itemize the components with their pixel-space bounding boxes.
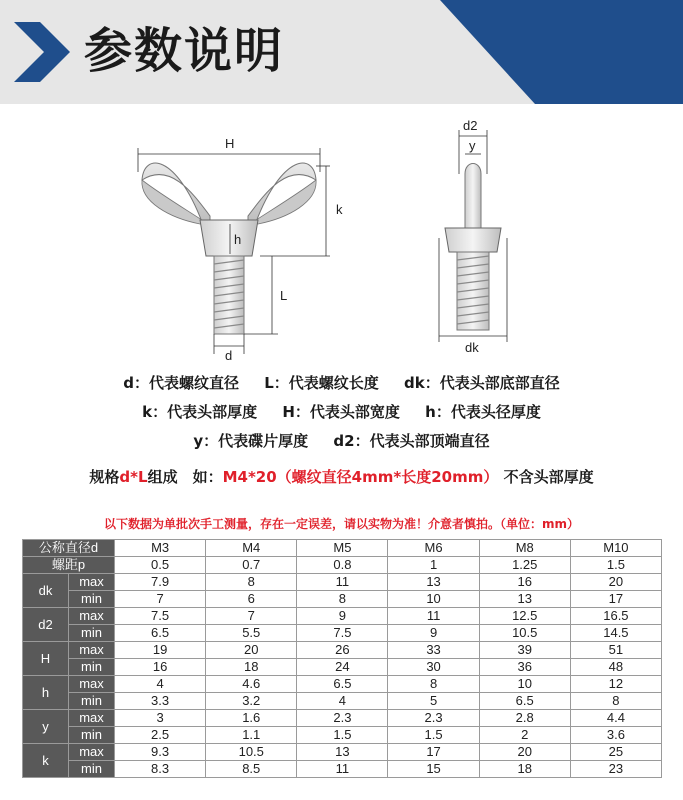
value-cell: 4.4 (570, 710, 661, 727)
size-cell: M6 (388, 540, 479, 557)
spec-example: M4*20（螺纹直径4mm*长度20mm） (222, 468, 499, 486)
legend-item: d：代表螺纹直径 (123, 374, 239, 392)
value-cell: 48 (570, 659, 661, 676)
legend-line-1 (0, 372, 683, 393)
label-d: d (225, 348, 233, 362)
value-cell: 8 (388, 676, 479, 693)
value-cell: 18 (479, 761, 570, 778)
group-label-cell: k (23, 744, 69, 778)
value-cell: 18 (206, 659, 297, 676)
value-cell: 11 (297, 761, 388, 778)
sub-label-cell: min (69, 659, 115, 676)
value-cell: 7.9 (115, 574, 206, 591)
label-H: H (225, 136, 235, 151)
table-row (23, 727, 662, 744)
value-cell: 1.5 (297, 727, 388, 744)
table-row (23, 676, 662, 693)
header-label-cell: 公称直径d (23, 540, 115, 557)
label-h: h (234, 232, 242, 247)
value-cell: 10 (479, 676, 570, 693)
value-cell: 10.5 (206, 744, 297, 761)
value-cell: 25 (570, 744, 661, 761)
value-cell: 13 (388, 574, 479, 591)
pitch-cell: 1.25 (479, 557, 570, 574)
value-cell: 8 (570, 693, 661, 710)
value-cell: 8 (206, 574, 297, 591)
value-cell: 23 (570, 761, 661, 778)
value-cell: 16 (115, 659, 206, 676)
value-cell: 4.6 (206, 676, 297, 693)
table-row (23, 557, 662, 574)
value-cell: 51 (570, 642, 661, 659)
legend-line-2 (0, 401, 683, 422)
value-cell: 30 (388, 659, 479, 676)
value-cell: 6.5 (297, 676, 388, 693)
label-y: y (469, 138, 476, 153)
value-cell: 26 (297, 642, 388, 659)
value-cell: 2 (479, 727, 570, 744)
value-cell: 11 (297, 574, 388, 591)
value-cell: 17 (388, 744, 479, 761)
sub-label-cell: min (69, 591, 115, 608)
table-row (23, 625, 662, 642)
value-cell: 13 (297, 744, 388, 761)
value-cell: 14.5 (570, 625, 661, 642)
pitch-label-cell: 螺距p (23, 557, 115, 574)
value-cell: 6.5 (115, 625, 206, 642)
sub-label-cell: max (69, 676, 115, 693)
value-cell: 7 (115, 591, 206, 608)
value-cell: 9.3 (115, 744, 206, 761)
value-cell: 24 (297, 659, 388, 676)
label-k: k (336, 202, 343, 217)
page-title: 参数说明 (84, 23, 285, 79)
table-header-row (23, 540, 662, 557)
group-label-cell: y (23, 710, 69, 744)
group-label-cell: dk (23, 574, 69, 608)
value-cell: 10 (388, 591, 479, 608)
pitch-cell: 1 (388, 557, 479, 574)
value-cell: 9 (297, 608, 388, 625)
legend-item: H：代表头部宽度 (282, 403, 400, 421)
pitch-cell: 0.7 (206, 557, 297, 574)
value-cell: 1.5 (388, 727, 479, 744)
legend-line-3 (0, 430, 683, 451)
measurement-note: 以下数据为单批次手工测量，存在一定误差，请以实物为准！介意者慎拍。（单位：mm） (103, 517, 579, 531)
value-cell: 1.1 (206, 727, 297, 744)
side-view-diagram (425, 118, 525, 358)
value-cell: 8 (297, 591, 388, 608)
value-cell: 6.5 (479, 693, 570, 710)
value-cell: 5.5 (206, 625, 297, 642)
value-cell: 7 (206, 608, 297, 625)
value-cell: 3 (115, 710, 206, 727)
group-label-cell: h (23, 676, 69, 710)
spec-table (22, 539, 662, 778)
value-cell: 2.5 (115, 727, 206, 744)
value-cell: 7.5 (115, 608, 206, 625)
value-cell: 16.5 (570, 608, 661, 625)
label-L: L (280, 288, 288, 303)
table-row (23, 659, 662, 676)
table-row (23, 608, 662, 625)
group-label-cell: H (23, 642, 69, 676)
value-cell: 19 (115, 642, 206, 659)
sub-label-cell: max (69, 608, 115, 625)
pitch-cell: 1.5 (570, 557, 661, 574)
chevron-right-icon (14, 22, 76, 82)
label-d2: d2 (463, 118, 478, 133)
value-cell: 4 (297, 693, 388, 710)
spec-suffix: 不含头部厚度 (503, 468, 594, 486)
value-cell: 39 (479, 642, 570, 659)
value-cell: 33 (388, 642, 479, 659)
value-cell: 2.8 (479, 710, 570, 727)
spec-mid: 组成 如： (147, 468, 223, 486)
sub-label-cell: max (69, 574, 115, 591)
value-cell: 9 (388, 625, 479, 642)
value-cell: 4 (115, 676, 206, 693)
value-cell: 8.5 (206, 761, 297, 778)
value-cell: 17 (570, 591, 661, 608)
size-cell: M4 (206, 540, 297, 557)
sub-label-cell: min (69, 761, 115, 778)
size-cell: M5 (297, 540, 388, 557)
value-cell: 11 (388, 608, 479, 625)
legend-item: y：代表碟片厚度 (193, 432, 309, 450)
sub-label-cell: max (69, 744, 115, 761)
pitch-cell: 0.8 (297, 557, 388, 574)
table-row (23, 591, 662, 608)
value-cell: 2.3 (388, 710, 479, 727)
legend-item: h：代表头径厚度 (425, 403, 541, 421)
value-cell: 8.3 (115, 761, 206, 778)
sub-label-cell: min (69, 693, 115, 710)
group-label-cell: d2 (23, 608, 69, 642)
legend-item: k：代表头部厚度 (142, 403, 258, 421)
table-row (23, 744, 662, 761)
value-cell: 2.3 (297, 710, 388, 727)
value-cell: 20 (570, 574, 661, 591)
table-row (23, 574, 662, 591)
front-view-diagram (130, 132, 360, 362)
value-cell: 36 (479, 659, 570, 676)
table-row (23, 693, 662, 710)
value-cell: 20 (206, 642, 297, 659)
size-cell: M10 (570, 540, 661, 557)
value-cell: 10.5 (479, 625, 570, 642)
size-cell: M8 (479, 540, 570, 557)
legend-item: d2：代表头部顶端直径 (333, 432, 490, 450)
value-cell: 3.6 (570, 727, 661, 744)
sub-label-cell: max (69, 710, 115, 727)
header-banner (0, 0, 683, 104)
legend-item: L：代表螺纹长度 (264, 374, 379, 392)
value-cell: 16 (479, 574, 570, 591)
pitch-cell: 0.5 (115, 557, 206, 574)
value-cell: 5 (388, 693, 479, 710)
legend-item: dk：代表头部底部直径 (404, 374, 560, 392)
sub-label-cell: max (69, 642, 115, 659)
size-cell: M3 (115, 540, 206, 557)
table-row (23, 710, 662, 727)
label-dk: dk (465, 340, 479, 355)
value-cell: 1.6 (206, 710, 297, 727)
value-cell: 7.5 (297, 625, 388, 642)
sub-label-cell: min (69, 625, 115, 642)
value-cell: 3.2 (206, 693, 297, 710)
value-cell: 12 (570, 676, 661, 693)
value-cell: 6 (206, 591, 297, 608)
value-cell: 20 (479, 744, 570, 761)
spec-code: d*L (119, 468, 148, 486)
table-row (23, 761, 662, 778)
spec-format-line (0, 466, 683, 487)
value-cell: 3.3 (115, 693, 206, 710)
spec-prefix: 规格 (89, 468, 120, 486)
value-cell: 13 (479, 591, 570, 608)
sub-label-cell: min (69, 727, 115, 744)
value-cell: 15 (388, 761, 479, 778)
table-row (23, 642, 662, 659)
value-cell: 12.5 (479, 608, 570, 625)
